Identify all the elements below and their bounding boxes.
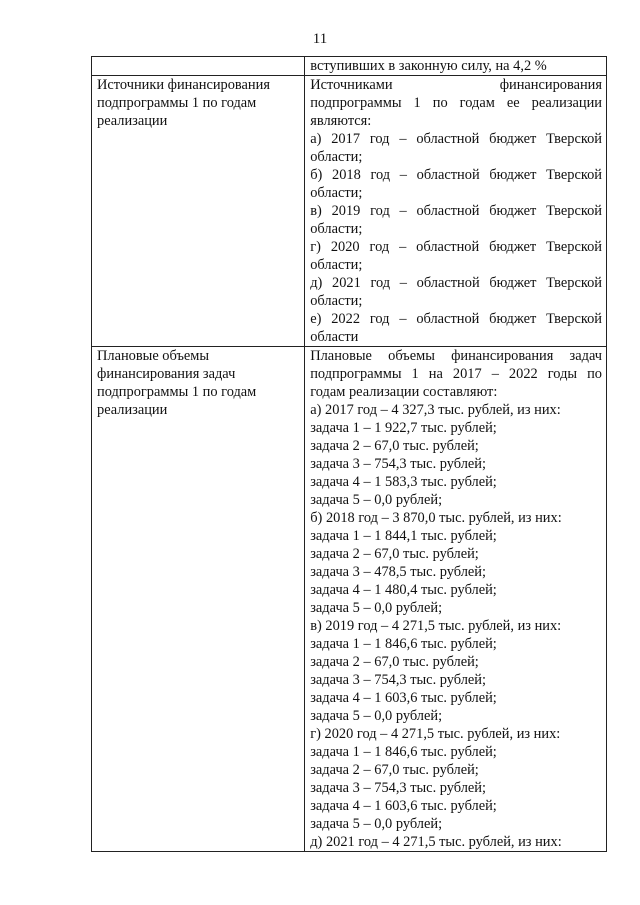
task-line: задача 1 – 1 846,6 тыс. рублей; <box>310 636 497 652</box>
task-line: задача 3 – 754,3 тыс. рублей; <box>310 456 487 472</box>
task-line: задача 4 – 1 603,6 тыс. рублей; <box>310 798 497 814</box>
source-item-cont: области; <box>310 221 363 237</box>
source-item-cont: области <box>310 329 359 345</box>
table-row-planned-volumes <box>92 347 607 852</box>
task-line: задача 2 – 67,0 тыс. рублей; <box>310 654 479 670</box>
task-line: задача 2 – 67,0 тыс. рублей; <box>310 762 479 778</box>
source-item: е) 2022 год – областной бюджет Тверской <box>310 311 602 327</box>
intro-line <box>310 76 602 94</box>
task-line: задача 1 – 1 846,6 тыс. рублей; <box>310 744 497 760</box>
source-item: в) 2019 год – областной бюджет Тверской <box>310 203 602 219</box>
source-item: д) 2021 год – областной бюджет Тверской <box>310 275 602 291</box>
task-line: задача 1 – 1 922,7 тыс. рублей; <box>310 420 497 436</box>
intro-line: подпрограммы 1 на 2017 – 2022 годы по <box>310 366 602 382</box>
task-line: задача 4 – 1 583,3 тыс. рублей; <box>310 474 497 490</box>
task-line: задача 3 – 754,3 тыс. рублей; <box>310 672 487 688</box>
task-line: задача 3 – 754,3 тыс. рублей; <box>310 780 487 796</box>
label-line: финансирования задач <box>97 366 236 382</box>
funding-sources-value <box>305 76 607 347</box>
task-line: задача 5 – 0,0 рублей; <box>310 600 443 616</box>
planned-volumes-value <box>305 347 607 852</box>
source-item: а) 2017 год – областной бюджет Тверской <box>310 131 602 147</box>
task-line: задача 5 – 0,0 рублей; <box>310 708 443 724</box>
task-line: задача 5 – 0,0 рублей; <box>310 492 443 508</box>
intro-line: Плановые объемы финансирования задач <box>310 348 602 364</box>
intro-word: Источниками <box>310 77 393 93</box>
task-line: задача 2 – 67,0 тыс. рублей; <box>310 438 479 454</box>
intro-line: подпрограммы 1 по годам ее реализации <box>310 95 602 111</box>
funding-sources-label <box>92 76 305 347</box>
label-line: реализации <box>97 402 168 418</box>
year-heading: а) 2017 год – 4 327,3 тыс. рублей, из них: <box>310 402 561 418</box>
label-line: подпрограммы 1 по годам <box>97 384 257 400</box>
planned-volumes-label <box>92 347 305 852</box>
source-item-cont: области; <box>310 257 363 273</box>
task-line: задача 4 – 1 603,6 тыс. рублей; <box>310 690 497 706</box>
task-line: задача 3 – 478,5 тыс. рублей; <box>310 564 487 580</box>
source-item-cont: области; <box>310 293 363 309</box>
continuation-cell <box>305 57 607 76</box>
label-line: реализации <box>97 113 168 129</box>
table-row-continuation <box>92 57 607 76</box>
label-line: Плановые объемы <box>97 348 210 364</box>
task-line: задача 5 – 0,0 рублей; <box>310 816 443 832</box>
source-item: б) 2018 год – областной бюджет Тверской <box>310 167 602 183</box>
year-heading: д) 2021 год – 4 271,5 тыс. рублей, из них: <box>310 834 562 850</box>
label-line: подпрограммы 1 по годам <box>97 95 257 111</box>
intro-line: годам реализации составляют: <box>310 384 498 400</box>
label-line: Источники финансирования <box>97 77 270 93</box>
source-item: г) 2020 год – областной бюджет Тверской <box>310 239 602 255</box>
empty-label-cell <box>92 57 305 76</box>
task-line: задача 4 – 1 480,4 тыс. рублей; <box>310 582 497 598</box>
continuation-line: вступивших в законную силу, на 4,2 % <box>310 58 547 74</box>
source-item-cont: области; <box>310 149 363 165</box>
task-line: задача 1 – 1 844,1 тыс. рублей; <box>310 528 497 544</box>
source-item-cont: области; <box>310 185 363 201</box>
task-line: задача 2 – 67,0 тыс. рублей; <box>310 546 479 562</box>
table-row-funding-sources <box>92 76 607 347</box>
intro-word: финансирования <box>499 77 602 93</box>
subprogram-passport-table <box>91 56 607 852</box>
intro-line: являются: <box>310 113 372 129</box>
page-number: 11 <box>312 31 328 47</box>
year-heading: в) 2019 год – 4 271,5 тыс. рублей, из них: <box>310 618 562 634</box>
year-heading: б) 2018 год – 3 870,0 тыс. рублей, из них: <box>310 510 562 526</box>
year-heading: г) 2020 год – 4 271,5 тыс. рублей, из них: <box>310 726 561 742</box>
